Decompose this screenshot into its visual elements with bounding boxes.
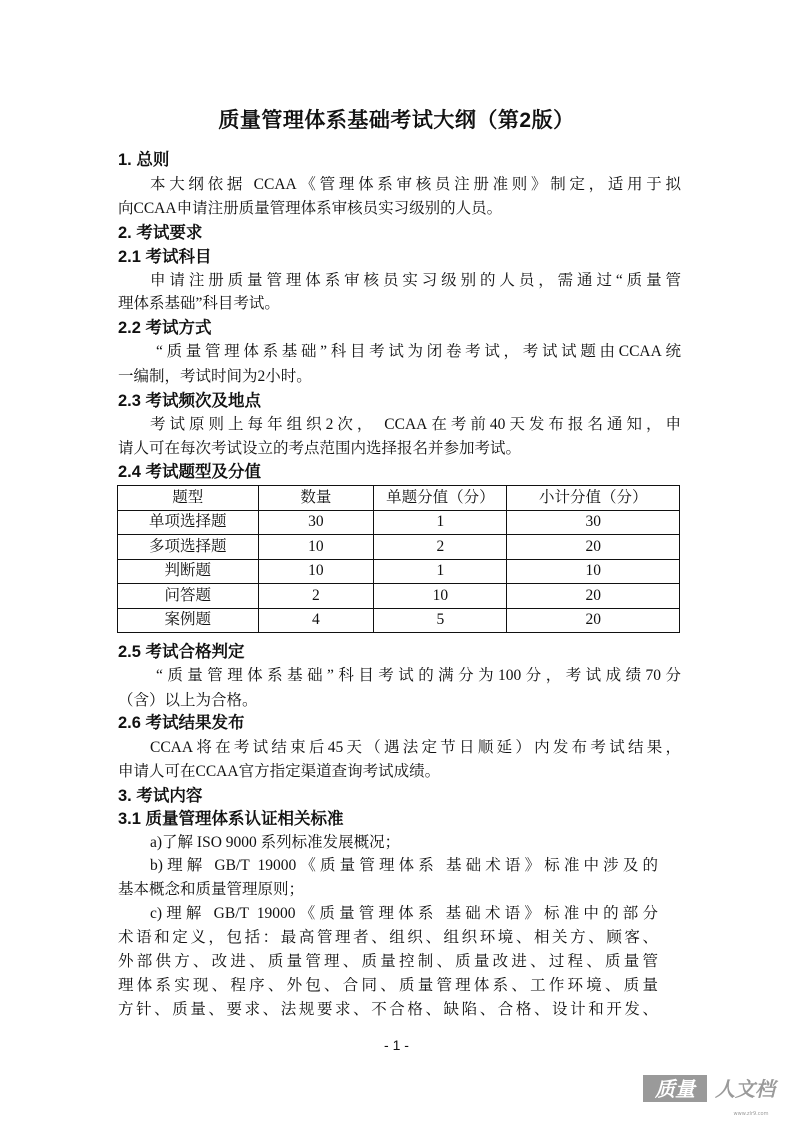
score-table [117, 485, 680, 633]
table-cell: 1 [374, 559, 507, 584]
section-heading-3: 3. 考试内容 [118, 787, 203, 805]
table-cell: 2 [374, 535, 507, 560]
list-item-continued: 理体系实现、程序、外包、合同、质量管理体系、工作环境、质量 [118, 977, 658, 994]
table-cell: 问答题 [118, 584, 259, 609]
list-item-continued: 外部供方、改进、质量管理、质量控制、质量改进、过程、质量管 [118, 953, 658, 970]
table-cell: 10 [374, 584, 507, 609]
watermark-logo [643, 1074, 785, 1118]
section-heading-1: 1. 总则 [118, 151, 170, 169]
table-cell: 2 [258, 584, 374, 609]
paragraph-line: 考试原则上每年组织2次， CCAA在考前40天发布报名通知，申 [150, 416, 681, 433]
paragraph-line: CCAA将在考试结束后45天（遇法定节日顺延）内发布考试结果， [150, 739, 681, 756]
table-row [118, 510, 680, 535]
list-item-continued: 术语和定义，包括：最高管理者、组织、组织环境、相关方、顾客、 [118, 929, 658, 946]
paragraph-line: （含）以上为合格。 [118, 692, 258, 709]
table-cell: 1 [374, 510, 507, 535]
table-cell: 10 [507, 559, 680, 584]
table-cell: 4 [258, 608, 374, 633]
table-cell: 20 [507, 535, 680, 560]
table-cell: 案例题 [118, 608, 259, 633]
paragraph-line: 申请注册质量管理体系审核员实习级别的人员，需通过“质量管 [150, 272, 681, 289]
page-title: 质量管理体系基础考试大纲（第2版） [218, 109, 575, 132]
table-row [118, 584, 680, 609]
paragraph-line: 向CCAA申请注册质量管理体系审核员实习级别的人员。 [118, 200, 503, 217]
table-row [118, 535, 680, 560]
paragraph-line: “质量管理体系基础”科目考试为闭卷考试，考试试题由CCAA统 [156, 343, 681, 360]
table-cell: 20 [507, 584, 680, 609]
paragraph-line: 本大纲依据 CCAA《管理体系审核员注册准则》制定，适用于拟 [150, 176, 681, 193]
table-header: 小计分值（分） [507, 486, 680, 511]
table-cell: 单项选择题 [118, 510, 259, 535]
paragraph-line: “质量管理体系基础”科目考试的满分为100分，考试成绩70分 [156, 667, 681, 684]
section-heading-2-3: 2.3 考试频次及地点 [118, 392, 262, 410]
section-heading-2-2: 2.2 考试方式 [118, 319, 212, 337]
section-heading-2-5: 2.5 考试合格判定 [118, 643, 245, 661]
svg-text:人文档: 人文档 [715, 1077, 775, 1101]
table-cell: 30 [258, 510, 374, 535]
table-header-row [118, 486, 680, 511]
table-header: 单题分值（分） [374, 486, 507, 511]
table-cell: 判断题 [118, 559, 259, 584]
table-header: 题型 [118, 486, 259, 511]
section-heading-2-1: 2.1 考试科目 [118, 248, 212, 266]
paragraph-line: 理体系基础”科目考试。 [118, 295, 280, 312]
page-number: - 1 - [384, 1037, 409, 1053]
table-row [118, 559, 680, 584]
section-heading-2-6: 2.6 考试结果发布 [118, 714, 245, 732]
paragraph-line: 请人可在每次考试设立的考点范围内选择报名并参加考试。 [118, 440, 522, 457]
list-item: c)理解 GB/T 19000《质量管理体系 基础术语》标准中的部分 [150, 905, 658, 922]
list-item: a)了解 ISO 9000 系列标准发展概况； [150, 834, 401, 851]
paragraph-line: 一编制，考试时间为2小时。 [118, 368, 312, 385]
table-cell: 10 [258, 535, 374, 560]
table-cell: 5 [374, 608, 507, 633]
section-heading-3-1: 3.1 质量管理体系认证相关标准 [118, 810, 344, 828]
table-cell: 20 [507, 608, 680, 633]
paragraph-line: 申请人可在CCAA官方指定渠道查询考试成绩。 [118, 763, 441, 780]
table-cell: 10 [258, 559, 374, 584]
section-heading-2: 2. 考试要求 [118, 224, 203, 242]
table-row [118, 608, 680, 633]
list-item-continued: 方针、质量、要求、法规要求、不合格、缺陷、合格、设计和开发、 [118, 1001, 658, 1018]
table-header: 数量 [258, 486, 374, 511]
list-item: b)理解 GB/T 19000《质量管理体系 基础术语》标准中涉及的 [150, 857, 658, 874]
section-heading-2-4: 2.4 考试题型及分值 [118, 463, 262, 481]
table-cell: 多项选择题 [118, 535, 259, 560]
list-item-continued: 基本概念和质量管理原则； [118, 881, 305, 898]
table-cell: 30 [507, 510, 680, 535]
svg-text:质量: 质量 [655, 1077, 695, 1101]
svg-text:www.zlr9.com: www.zlr9.com [733, 1111, 769, 1117]
